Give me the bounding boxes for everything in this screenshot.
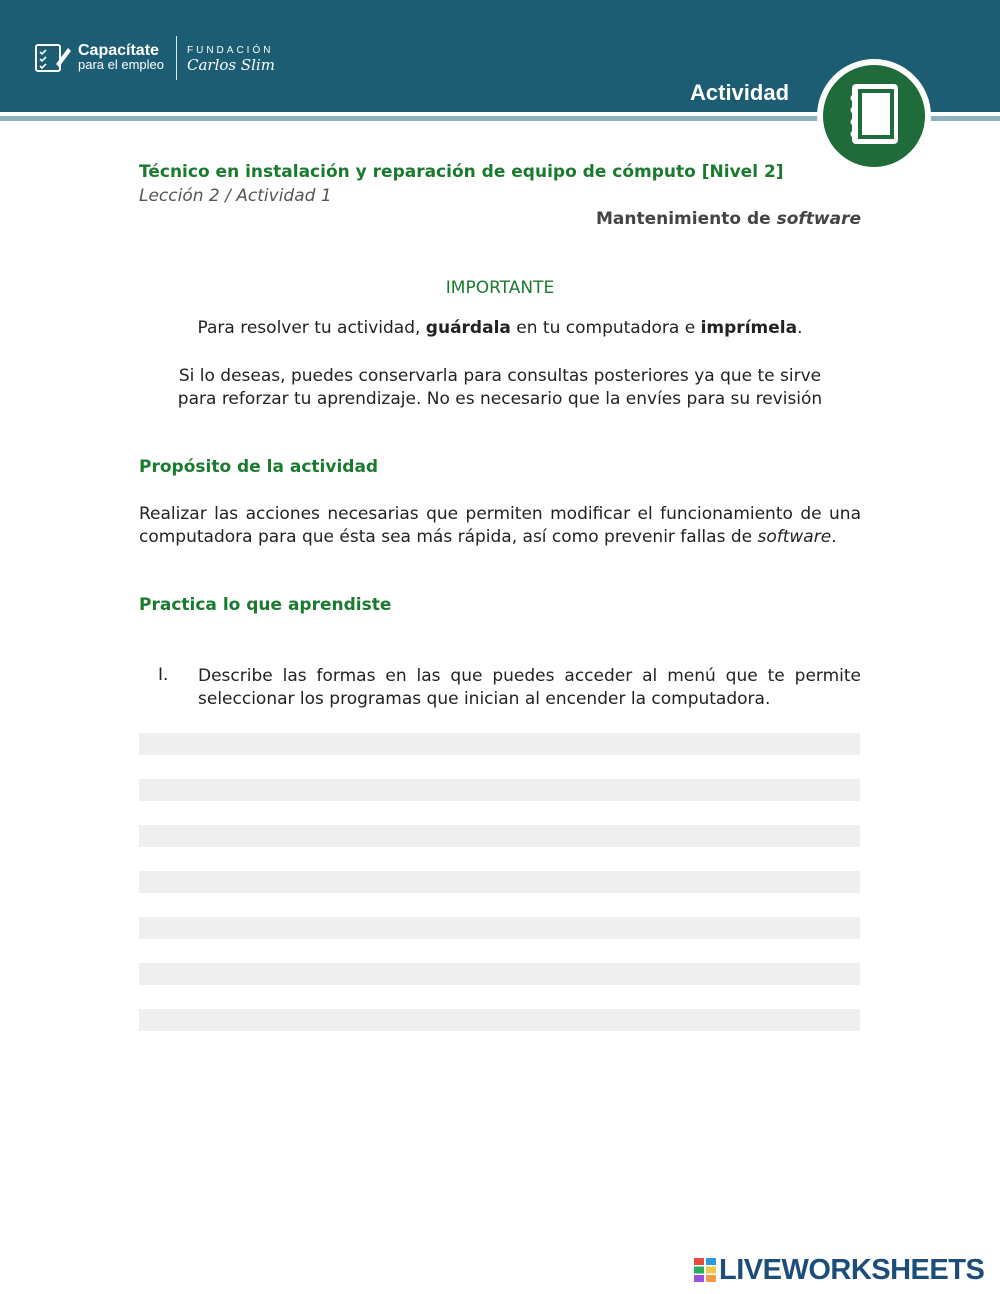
subject-title <box>139 209 861 229</box>
liveworksheets-blocks-icon <box>694 1258 716 1282</box>
answer-line[interactable] <box>139 1009 860 1031</box>
question-number: I. <box>158 665 169 685</box>
checklist-pen-icon <box>34 42 72 74</box>
subject-prefix: Mantenimiento de <box>595 209 777 229</box>
note-text <box>139 365 861 411</box>
purpose-text <box>139 503 861 549</box>
instruction-bold2: imprímela <box>700 318 798 338</box>
section-label: Actividad <box>690 80 790 105</box>
purpose-end: . <box>831 527 837 547</box>
liveworksheets-logo <box>694 1253 985 1286</box>
answer-line[interactable] <box>139 779 860 801</box>
note-line2: para reforzar tu aprendizaje. No es necesario que la envíes para su revisión <box>177 389 823 409</box>
logo-line1: Capacítate <box>78 42 159 59</box>
answer-line[interactable] <box>139 917 860 939</box>
subject-italic: software <box>776 209 861 229</box>
lesson-label: Lección 2 / Actividad 1 <box>139 186 332 206</box>
purpose-main: Realizar las acciones necesarias que permiten modificar el funcionamiento de una computadora para que ésta sea más rápida, así como prevenir fallas de <box>139 504 861 547</box>
answer-line[interactable] <box>139 733 860 755</box>
course-title: Técnico en instalación y reparación de equipo de cómputo [Nivel 2] <box>139 162 784 182</box>
instruction-part3: . <box>797 318 803 338</box>
foundation-line2: Carlos Slim <box>187 56 275 74</box>
capacitate-logo <box>34 40 275 76</box>
instruction-text <box>139 318 861 338</box>
foundation-line1: FUNDACIÓN <box>187 45 274 56</box>
instruction-bold1: guárdala <box>425 318 511 338</box>
notebook-icon <box>816 58 932 174</box>
instruction-part2: en tu computadora e <box>510 318 701 338</box>
question-text: Describe las formas en las que puedes acceder al menú que te permite seleccionar los programas que inician al encender la computadora. <box>198 666 861 709</box>
logo-divider <box>176 36 177 80</box>
answer-line[interactable] <box>139 963 860 985</box>
liveworksheets-text: LIVEWORKSHEETS <box>719 1253 985 1286</box>
answer-line[interactable] <box>139 825 860 847</box>
logo-line2: para el empleo <box>78 57 164 72</box>
answer-line[interactable] <box>139 871 860 893</box>
practice-heading: Practica lo que aprendiste <box>139 595 392 615</box>
purpose-heading: Propósito de la actividad <box>139 457 379 477</box>
instruction-part1: Para resolver tu actividad, <box>197 318 426 338</box>
purpose-italic: software <box>757 527 832 547</box>
note-line1: Si lo deseas, puedes conservarla para consultas posteriores ya que te sirve <box>178 366 822 386</box>
important-label: IMPORTANTE <box>445 278 555 298</box>
